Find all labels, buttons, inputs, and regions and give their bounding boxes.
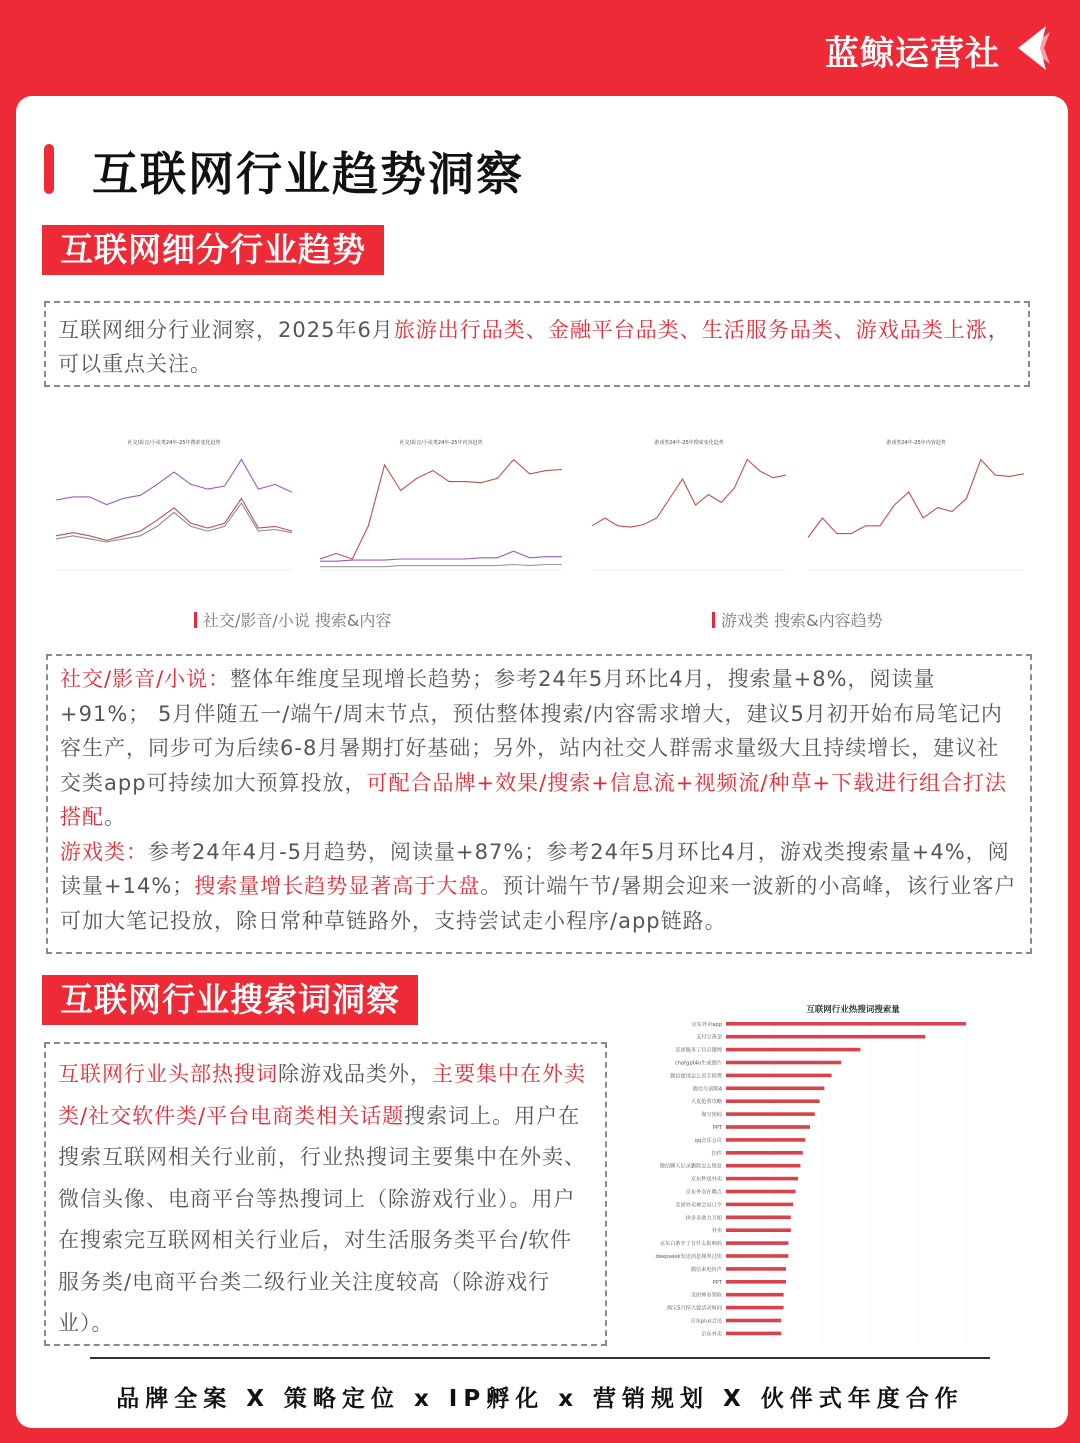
bar <box>726 1022 966 1026</box>
bar <box>726 1190 796 1194</box>
bar-category-label: PPT <box>712 1125 722 1131</box>
analysis-game-highlight: 搜索量增长趋势显著高于大盘 <box>194 874 481 898</box>
label-tick <box>712 612 715 628</box>
bar <box>726 1138 805 1142</box>
bar-category-label: 美团服务了官宣微博 <box>675 1047 722 1054</box>
brand-name: 蓝鲸运营社 <box>825 34 1000 74</box>
chart-label-social <box>194 608 391 631</box>
intro-box <box>44 301 1030 387</box>
chart-label-game-text: 游戏类 搜索&内容趋势 <box>721 611 883 630</box>
footer-divider <box>90 1357 990 1359</box>
bar <box>726 1177 798 1181</box>
section-heading-trends: 互联网细分行业趋势 <box>42 225 384 275</box>
analysis-social-end: 。 <box>104 805 126 829</box>
analysis-game-text: 参考24年4月-5月趋势，阅读量+87%；参考24年5月环比4月，游戏类搜索量+4%，阅读量+14%； <box>60 839 1010 898</box>
series-line <box>320 460 562 560</box>
bar <box>726 1332 781 1336</box>
bar <box>726 1151 803 1155</box>
bar <box>726 1048 860 1052</box>
bar-chart-title: 互联网行业热搜词搜索量 <box>806 1005 900 1015</box>
intro-highlight: 旅游出行品类、金融平台品类、生活服务品类、游戏品类上涨 <box>393 318 988 342</box>
bar-category-label: 微信来电铃声 <box>690 1266 722 1273</box>
keywords-box <box>44 1042 607 1346</box>
bar <box>726 1241 788 1245</box>
series-line <box>592 460 786 528</box>
hot-keywords-chart <box>628 1000 988 1348</box>
bar <box>726 1087 824 1091</box>
mini-chart-title: 游戏类24年-25年内容趋势 <box>886 440 946 446</box>
bar-category-label: 美团外卖神会员口令 <box>675 1202 722 1209</box>
bar <box>726 1306 784 1310</box>
bar <box>726 1035 925 1039</box>
section-heading-keywords: 互联网行业搜索词洞察 <box>42 975 418 1025</box>
bar-category-label: 京东外卖在哪点 <box>685 1189 722 1196</box>
keywords-text-1: 除游戏品类外， <box>278 1062 432 1086</box>
bar-category-label: 美团神券领取 <box>690 1292 722 1299</box>
bar <box>726 1319 781 1323</box>
bar-category-label: 京东秒送外卖 <box>690 1176 722 1183</box>
bar <box>726 1112 815 1116</box>
bar-category-label: PPT <box>712 1279 722 1286</box>
analysis-game <box>60 835 1018 939</box>
chart-social-search <box>48 432 300 590</box>
mini-chart-title: 社交/影音/小说类24年-25年内容趋势 <box>399 440 483 446</box>
bar-category-label: 京东外卖app <box>691 1021 722 1028</box>
bar-category-label: 拼多多助力互相 <box>685 1215 722 1222</box>
bar <box>726 1280 786 1284</box>
bar <box>726 1099 820 1103</box>
bar-category-label: qq音乐会员 <box>694 1137 722 1144</box>
chart-social-content <box>312 432 570 590</box>
analysis-game-label: 游戏类： <box>60 839 148 864</box>
footer-tagline: 品牌全案 X 策略定位 x IP孵化 x 营销规划 X 伙伴式年度合作 <box>116 1386 964 1412</box>
analysis-social-highlight: 可配合品牌+效果/搜索+信息流+视频流/种草+下载进行组合打法搭配 <box>60 770 1008 829</box>
series-line <box>808 460 1024 538</box>
bar-category-label: 淘宝密码 <box>701 1112 722 1119</box>
bar-category-label: deepseek发送消息频率过快 <box>655 1254 722 1260</box>
analysis-box <box>46 654 1032 954</box>
bar-category-label: 京东外卖 <box>701 1331 722 1338</box>
bar <box>726 1125 810 1129</box>
label-tick <box>194 612 197 628</box>
intro-text: 互联网细分行业洞察，2025年6月 <box>58 318 394 342</box>
title-accent-bar <box>44 144 54 194</box>
page-title: 互联网行业趋势洞察 <box>92 147 524 201</box>
bar-category-label: 微信聊天记录删除怎么恢复 <box>659 1163 722 1170</box>
chart-label-game <box>712 608 883 631</box>
bar-category-label: 京东白条开了有什么影响吗 <box>659 1241 722 1248</box>
analysis-social-text: 整体年维度呈现增长趋势；参考24年5月环比4月，搜索量+8%，阅读量+91%； 5月伴随五一/端午/周末节点，预估整体搜索/内容需求增大，建议5月初开始布局笔记内容生产，同步可为后续6-8月暑期打好基础；另外，站内社交人群需求量级大且持续增长，建议社交类app可持续加大预算投放， <box>60 667 1003 795</box>
bar-category-label: 京东plus会员 <box>690 1318 722 1325</box>
intro-suffix: ，可以重点关注。 <box>58 318 1010 376</box>
bar-category-label: 外卖 <box>711 1228 722 1235</box>
bar <box>726 1293 784 1297</box>
bar <box>726 1228 791 1232</box>
bar-category-label: 微信提现怎么省手续费 <box>670 1073 722 1080</box>
keywords-highlight-2: 主要集中在外卖类/社交软件类/平台电商类相关话题 <box>58 1062 586 1128</box>
bar-category-label: 大麦抢票攻略 <box>690 1099 722 1106</box>
series-line <box>56 460 292 505</box>
mini-chart-title: 社交/影音/小说类24年-25年搜索变化趋势 <box>127 440 221 446</box>
bar <box>726 1267 786 1271</box>
chart-game-search <box>584 432 794 590</box>
series-line <box>320 551 562 561</box>
chart-label-social-text: 社交/影音/小说 搜索&内容 <box>203 611 392 630</box>
bar-category-label: 微信号到期4 <box>692 1086 722 1093</box>
bar-category-label: 淘宝5月惊大促活动时间 <box>666 1305 722 1312</box>
bar-category-label: chatgpt4o生成图片 <box>674 1060 722 1067</box>
bar <box>726 1164 800 1168</box>
bar <box>726 1216 791 1220</box>
bar-category-label: 支付宝黄金 <box>696 1034 722 1041</box>
mini-chart-title: 游戏类24年-25年搜索变化趋势 <box>654 440 724 446</box>
analysis-social-label: 社交/影音/小说： <box>60 667 231 691</box>
chart-game-content <box>800 432 1032 590</box>
analysis-social <box>60 662 1018 835</box>
keywords-highlight-1: 互联网行业头部热搜词 <box>58 1062 278 1086</box>
series-line <box>320 565 562 567</box>
bar <box>726 1061 841 1065</box>
bar <box>726 1074 832 1078</box>
series-line <box>56 498 292 540</box>
keywords-text-2: 搜索词上。用户在搜索互联网相关行业前，行业热搜词主要集中在外卖、微信头像、电商平台等热搜词上（除游戏行业）。用户在搜索完互联网相关行业后，对生活服务类平台/软件服务类/电商平台类二级行业关注度较高（除游戏行业）。 <box>58 1103 586 1335</box>
whale-logo-icon <box>1006 22 1054 74</box>
bar-category-label: 挂件 <box>711 1150 722 1157</box>
bar <box>726 1254 788 1258</box>
analysis-game-text-b: 。预计端午节/暑期会迎来一波新的小高峰，该行业客户可加大笔记投放，除日常种草链路外，支持尝试走小程序/app链路。 <box>60 874 1017 933</box>
bar <box>726 1203 793 1207</box>
